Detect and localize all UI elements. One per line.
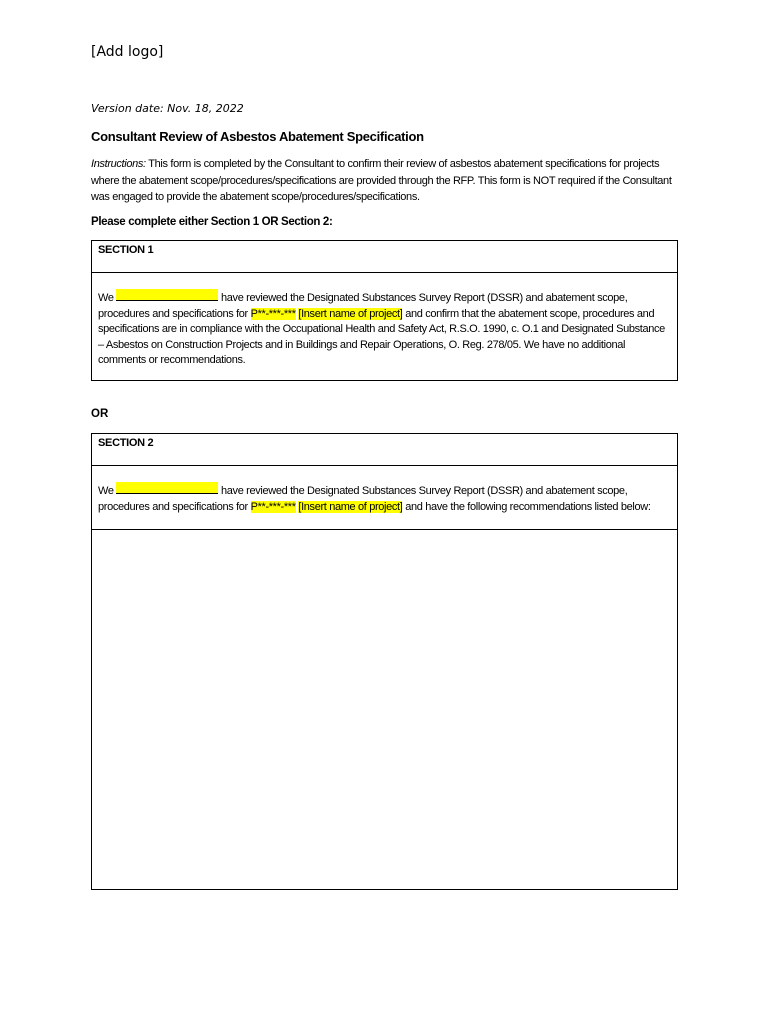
version-date: Version date: Nov. 18, 2022 xyxy=(91,102,244,115)
instructions-paragraph xyxy=(91,156,683,206)
section-2-heading: SECTION 2 xyxy=(92,434,677,466)
or-label: OR xyxy=(91,408,109,420)
instructions-lead: Instructions: xyxy=(91,158,146,170)
instructions-text: This form is completed by the Consultant to confirm their review of asbestos abatement specifications for projects where the abatement scope/procedures/specifications are provided through the RFP. This form is NOT required if the Consultant was engaged to provide the abatement scope/procedures/specifications. xyxy=(91,158,672,203)
section-1-consultant-name-blank[interactable] xyxy=(116,289,218,301)
section-2-text-b: and have the following recommendations listed below: xyxy=(402,500,651,513)
document-title: Consultant Review of Asbestos Abatement Specification xyxy=(91,129,424,144)
section-2-text-a: have reviewed the Designated Substances Survey Report (DSSR) and abatement scope, procedures and specifications for xyxy=(98,485,628,513)
section-1-heading: SECTION 1 xyxy=(92,241,677,273)
section-1-body xyxy=(92,273,677,369)
section-2-we: We xyxy=(98,485,117,497)
logo-placeholder: [Add logo] xyxy=(91,44,164,60)
section-1-project-name[interactable]: [Insert name of project] xyxy=(298,307,403,320)
section-1-we: We xyxy=(98,292,117,304)
section-2-consultant-name-blank[interactable] xyxy=(116,482,218,494)
section-2-body xyxy=(92,466,677,530)
please-complete-note: Please complete either Section 1 OR Section 2: xyxy=(91,216,333,228)
section-1-box xyxy=(91,240,678,381)
section-1-project-code[interactable]: P**-***-*** xyxy=(250,307,296,320)
section-1-text-b: and confirm that the abatement scope, procedures and specifications are in compliance with the Occupational Health and Safety Act, R.S.O. 1990, c. O.1 and Designated Substance – Asbestos on Construction Projects and in Buildings and Repair Operations, O. Reg. 278/05. We have no additional comments or recommendations. xyxy=(98,307,665,366)
section-2-box xyxy=(91,433,678,890)
section-2-project-name[interactable]: [Insert name of project] xyxy=(298,500,403,513)
section-2-project-code[interactable]: P**-***-*** xyxy=(250,500,296,513)
section-1-text-a: have reviewed the Designated Substances Survey Report (DSSR) and abatement scope, procedures and specifications for xyxy=(98,292,628,320)
section-2-recommendations-area[interactable] xyxy=(92,530,677,889)
